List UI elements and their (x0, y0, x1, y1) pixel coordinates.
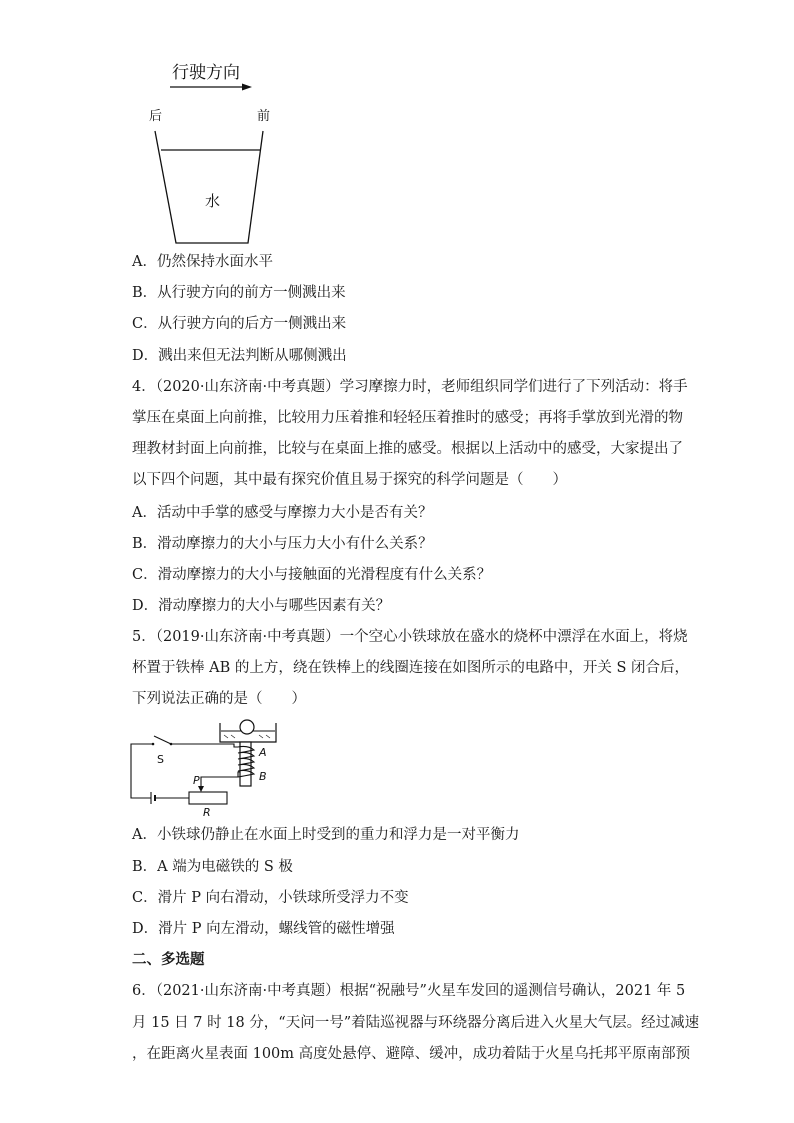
a-label: A (259, 746, 267, 759)
q5-stem-line-2: 杯置于铁棒 AB 的上方，绕在铁棒上的线圈连接在如图所示的电路中，开关 S 闭合后， (132, 660, 689, 676)
q4-stem-line-2: 掌压在桌面上向前推，比较用力压着推和轻轻压着推时的感受；再将手掌放到光滑的物 (132, 410, 683, 426)
q5-option-d: D．滑片 P 向左滑动，螺线管的磁性增强 (132, 921, 395, 937)
cup-figure (140, 58, 280, 250)
rheostat (189, 792, 227, 804)
q3-option-d: D．溅出来但无法判断从哪侧溅出 (132, 348, 347, 364)
q6-stem-line-3: ，在距离火星表面 100m 高度处悬停、避障、缓冲，成功着陆于火星乌托邦平原南部预 (132, 1046, 691, 1062)
cup-outline (155, 131, 263, 243)
q4-stem-line-1: 4．（2020·山东济南·中考真题）学习摩擦力时，老师组织同学们进行了下列活动：将手 (132, 379, 688, 395)
q5-stem-line-3: 下列说法正确的是（ ） (132, 691, 306, 707)
wire-left (131, 744, 153, 798)
q5-option-a: A．小铁球仍静止在水面上时受到的重力和浮力是一对平衡力 (132, 827, 520, 843)
front-label: 前 (257, 109, 271, 124)
r-label: R (203, 806, 211, 819)
switch-blade (154, 736, 171, 744)
switch-label: S (157, 753, 164, 766)
wire-top (171, 744, 238, 747)
q5-stem-line-1: 5．（2019·山东济南·中考真题）一个空心小铁球放在盛水的烧杯中漂浮在水面上，将烧 (132, 629, 688, 645)
circuit-figure (126, 714, 286, 822)
q4-stem-line-4: 以下四个问题，其中最有探究价值且易于探究的科学问题是（ ） (132, 472, 567, 488)
p-label: P (193, 774, 200, 787)
q6-stem-line-1: 6．（2021·山东济南·中考真题）根据“祝融号”火星车发回的遥测信号确认，2021 年 5 (132, 983, 686, 999)
iron-ball (240, 720, 254, 734)
rear-label: 后 (149, 109, 163, 124)
q4-stem-line-3: 理教材封面上向前推，比较与在桌面上推的感受。根据以上活动中的感受，大家提出了 (132, 441, 683, 457)
q3-option-a: A．仍然保持水面水平 (132, 254, 273, 270)
q6-stem-line-2: 月 15 日 7 时 18 分，“天问一号”着陆巡视器与环绕器分离后进入火星大气层。经过减速 (132, 1015, 700, 1031)
wire-slider (201, 772, 240, 788)
q3-option-b: B．从行驶方向的前方一侧溅出来 (132, 285, 346, 301)
q4-option-a: A．活动中手掌的感受与摩擦力大小是否有关？ (132, 505, 433, 521)
q5-option-c: C．滑片 P 向右滑动，小铁球所受浮力不变 (132, 890, 409, 906)
q4-option-d: D．滑动摩擦力的大小与哪些因素有关？ (132, 598, 391, 614)
section-title-multiple-choice: 二、多选题 (132, 952, 205, 968)
q4-option-c: C．滑动摩擦力的大小与接触面的光滑程度有什么关系？ (132, 567, 492, 583)
b-label: B (259, 770, 267, 783)
q3-option-c: C．从行驶方向的后方一侧溅出来 (132, 316, 347, 332)
direction-arrowhead (242, 84, 252, 91)
q5-option-b: B．A 端为电磁铁的 S 极 (132, 859, 293, 875)
q4-option-b: B．滑动摩擦力的大小与压力大小有什么关系？ (132, 536, 433, 552)
water-label: 水 (205, 192, 221, 210)
direction-label: 行驶方向 (172, 63, 240, 83)
